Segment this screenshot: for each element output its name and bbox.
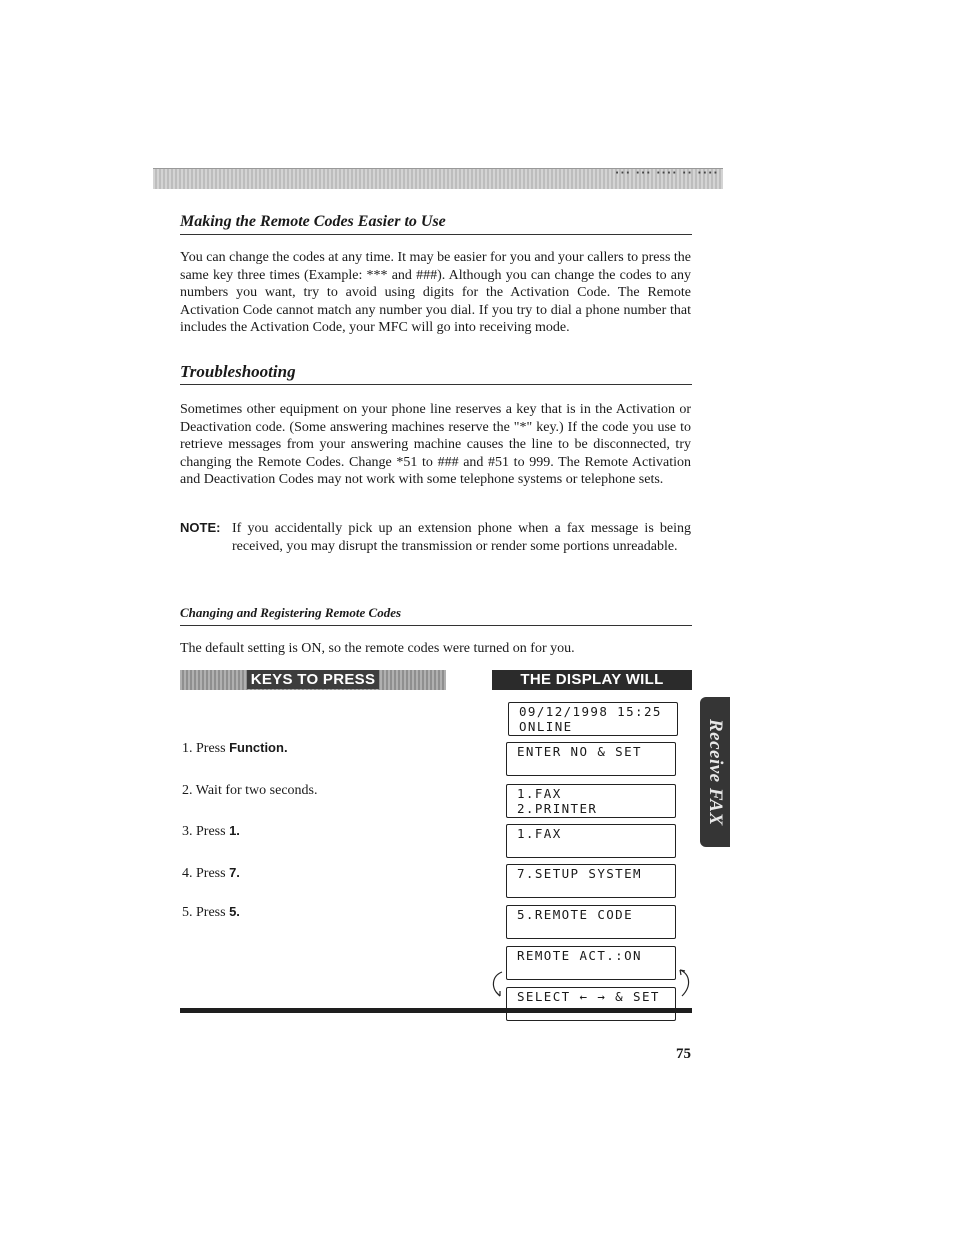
display-will-show-header: THE DISPLAY WILL SHOW: bbox=[492, 670, 692, 690]
step-key: 5. bbox=[229, 904, 240, 919]
note-text: If you accidentally pick up an extension phone when a fax message is being received, you may disrupt the transmission or render some portions unreadable. bbox=[232, 521, 691, 554]
step-1 bbox=[182, 740, 288, 757]
step-text: Wait for two seconds. bbox=[195, 783, 318, 798]
lcd-display-6 bbox=[506, 905, 676, 939]
lcd-display-1 bbox=[508, 702, 678, 736]
lcd-display-8 bbox=[506, 987, 676, 1021]
lcd-display-5 bbox=[506, 864, 676, 898]
chapter-side-tab-label: Receive FAX bbox=[705, 718, 726, 826]
chapter-side-tab bbox=[700, 697, 730, 847]
section-body-changing: The default setting is ON, so the remote codes were turned on for you. bbox=[180, 641, 575, 656]
header-bar bbox=[153, 168, 723, 189]
section-title-troubleshooting: Troubleshooting bbox=[180, 362, 692, 385]
note-label: NOTE: bbox=[180, 520, 221, 535]
step-5 bbox=[182, 904, 240, 921]
lcd-line-1: SELECT ← → & SET bbox=[517, 989, 660, 1004]
step-number: 2. bbox=[182, 783, 193, 798]
section-title-remote-codes: Making the Remote Codes Easier to Use bbox=[180, 212, 692, 235]
lcd-display-7 bbox=[506, 946, 676, 980]
step-text: Press bbox=[196, 824, 226, 839]
lcd-display-3 bbox=[506, 784, 676, 818]
step-key: 1. bbox=[229, 823, 240, 838]
lcd-display-2 bbox=[506, 742, 676, 776]
step-text: Press bbox=[196, 741, 226, 756]
section-body-remote-codes: You can change the codes at any time. It may be easier for you and your callers to press the same key three times (Example: *** and ###). Although you can change the codes to any numbers you want, try to avoid using digits for the Activation Code. The Remote Activation Code cannot match any number you dial. If you try to dial a phone number that includes the Activation Code, your MFC will go into receiving mode. bbox=[180, 250, 691, 335]
keys-to-press-label: KEYS TO PRESS bbox=[247, 670, 380, 689]
page-number: 75 bbox=[676, 1046, 691, 1062]
cycle-right-arrow-icon bbox=[676, 968, 698, 1000]
keys-to-press-header bbox=[180, 670, 446, 690]
step-text: Press bbox=[196, 905, 226, 920]
lcd-line-2: 2.PRINTER bbox=[517, 801, 598, 816]
step-key: Function. bbox=[229, 740, 288, 755]
bottom-rule bbox=[180, 1008, 692, 1013]
step-3 bbox=[182, 823, 240, 840]
lcd-display-4 bbox=[506, 824, 676, 858]
lcd-line-1: REMOTE ACT.:ON bbox=[517, 948, 642, 963]
cycle-left-arrow-icon bbox=[486, 970, 508, 1000]
header-bar-text: ··· ··· ···· ·· ···· bbox=[615, 167, 719, 175]
section-title-changing: Changing and Registering Remote Codes bbox=[180, 603, 692, 626]
step-4 bbox=[182, 865, 240, 882]
lcd-line-1: 09/12/1998 15:25 bbox=[519, 704, 662, 719]
step-number: 3. bbox=[182, 824, 193, 839]
step-number: 5. bbox=[182, 905, 193, 920]
step-text: Press bbox=[196, 866, 226, 881]
lcd-line-1: 5.REMOTE CODE bbox=[517, 907, 634, 922]
section-body-troubleshooting: Sometimes other equipment on your phone line reserves a key that is in the Activation or Deactivation code. (Some answering machines reserve the "*" key.) If the code you use to retrieve messages from your answering machine causes the line to be disconnected, try changing the Remote Codes. Change *51 to ### and #51 to 999. The Remote Activation and Deactivation Codes may not work with some telephone systems or telephone sets. bbox=[180, 402, 691, 487]
lcd-line-1: 7.SETUP SYSTEM bbox=[517, 866, 642, 881]
step-key: 7. bbox=[229, 865, 240, 880]
lcd-line-2: ONLINE bbox=[519, 719, 573, 734]
step-number: 1. bbox=[182, 741, 193, 756]
lcd-line-1: 1.FAX bbox=[517, 786, 562, 801]
step-2 bbox=[182, 783, 317, 799]
step-number: 4. bbox=[182, 866, 193, 881]
lcd-line-1: 1.FAX bbox=[517, 826, 562, 841]
lcd-line-1: ENTER NO & SET bbox=[517, 744, 642, 759]
